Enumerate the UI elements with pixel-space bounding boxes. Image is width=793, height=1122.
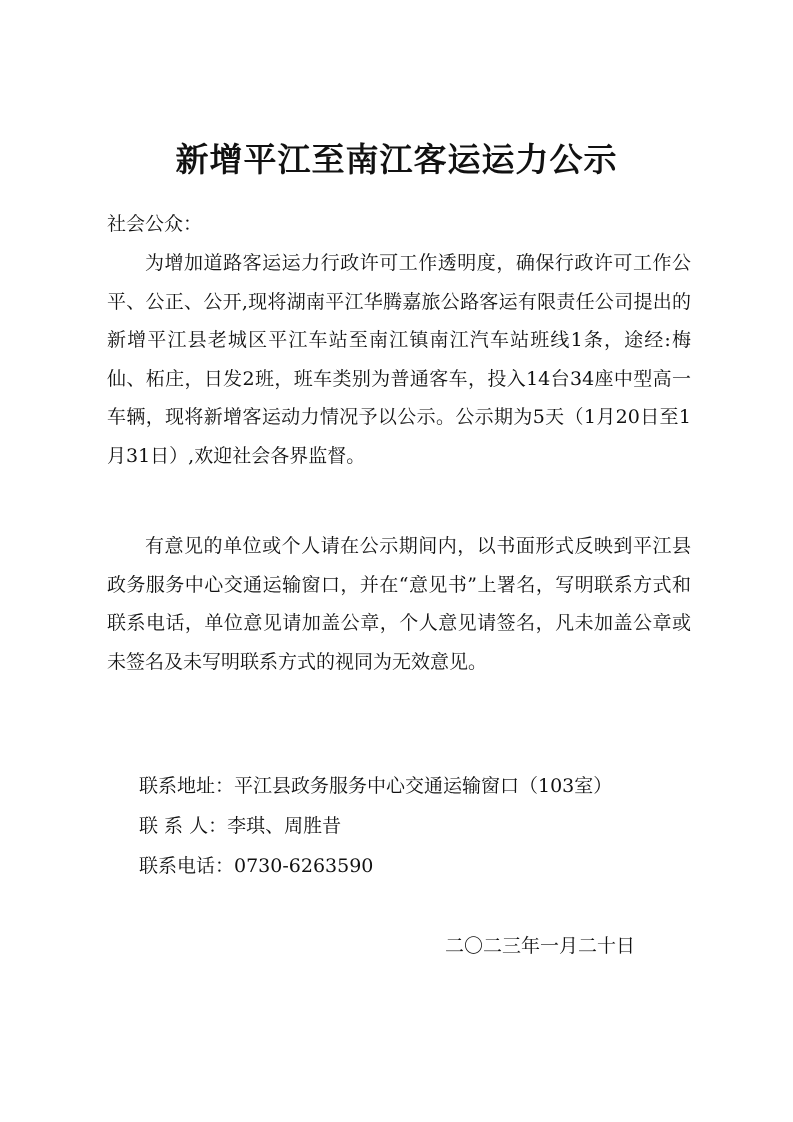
body-paragraph-feedback: 有意见的单位或个人请在公示期间内，以书面形式反映到平江县政务服务中心交通运输窗口，并在“意见书”上署名，写明联系方式和联系电话，单位意见请加盖公章，个人意见请签名，凡未加盖公章或未签名及未写明联系方式的视同为无效意见。 (107, 535, 691, 673)
body-paragraph-announcement: 为增加道路客运运力行政许可工作透明度，确保行政许可工作公平、公正、公开,现将湖南平江华腾嘉旅公路客运有限责任公司提出的新增平江县老城区平江车站至南江镇南江汽车站班线1条，途经:梅仙、柘庄，日发2班，班车类别为普通客车，投入14台34座中型高一车辆，现将新增客运动力情况予以公示。公示期为5天（1月20日至1月31日）,欢迎社会各界监督。 (107, 252, 691, 467)
contact-person: 联 系 人：李琪、周胜昔 (139, 815, 342, 837)
salutation: 社会公众： (107, 213, 203, 235)
issue-date: 二〇二三年一月二十日 (445, 935, 636, 957)
document-title: 新增平江至南江客运运力公示 (175, 140, 618, 179)
contact-address: 联系地址：平江县政务服务中心交通运输窗口（103室） (139, 775, 613, 797)
contact-phone: 联系电话：0730-6263590 (139, 855, 374, 877)
